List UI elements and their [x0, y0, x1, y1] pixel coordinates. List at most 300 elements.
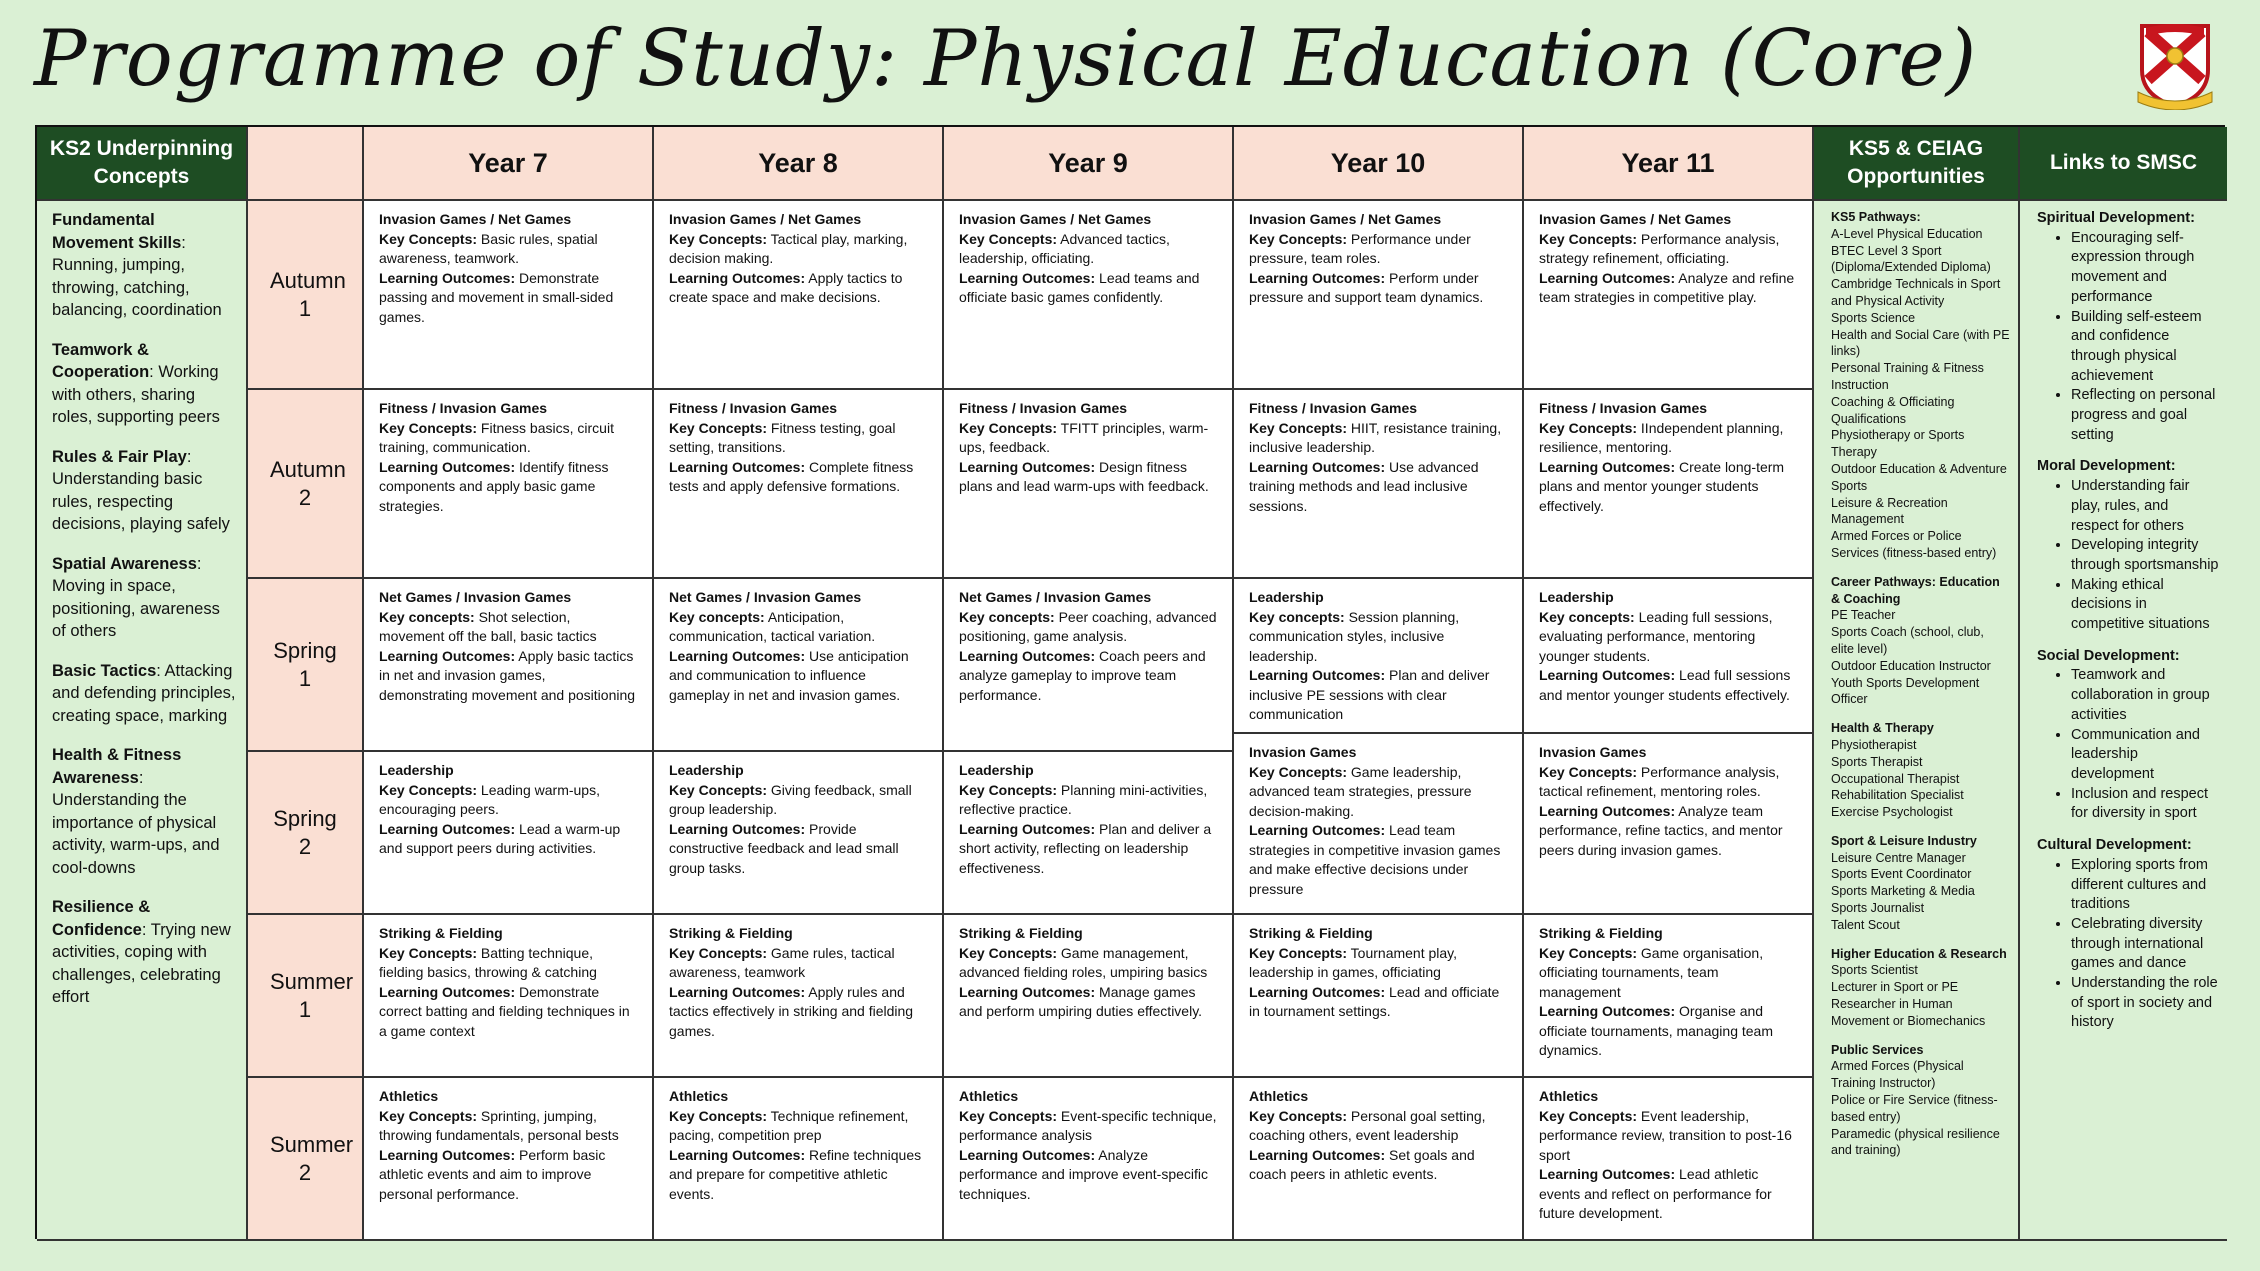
- key-concepts: [1539, 419, 1798, 458]
- ks5-group: [1831, 833, 2010, 934]
- key-concepts-text: Technique refinement, pacing, competition prep: [669, 1107, 909, 1143]
- term-label-text: Spring 2: [273, 805, 337, 859]
- key-concepts: [379, 419, 638, 458]
- learning-outcomes: [669, 983, 928, 1042]
- learning-outcomes: [1539, 1165, 1798, 1224]
- key-concepts-text: Event leadership, performance review, transition to post-16 sport: [1539, 1107, 1792, 1163]
- smsc-item: • Developing integrity through sportsmanship: [2071, 536, 2219, 575]
- key-concepts-text: Personal goal setting, coaching others, event leadership: [1249, 1107, 1486, 1143]
- key-concepts: [1539, 944, 1798, 1003]
- unit-title: Athletics: [959, 1088, 1019, 1104]
- learning-outcomes-label: Learning Outcomes:: [1249, 983, 1386, 1000]
- key-concepts: [669, 608, 928, 647]
- content-cell: [654, 1078, 944, 1241]
- ks2-concept: [52, 896, 236, 1009]
- unit-title: Invasion Games / Net Games: [379, 211, 572, 227]
- ks5-item: Occupational Therapist: [1831, 771, 1960, 786]
- key-concepts-text: Peer coaching, advanced positioning, game analysis.: [959, 608, 1217, 644]
- ks5-item: Sports Therapist: [1831, 754, 1923, 769]
- term-label-text: Spring 1: [273, 637, 337, 691]
- unit-title: Athletics: [379, 1088, 439, 1104]
- split-cell: [1234, 579, 1524, 915]
- smsc-item: • Understanding the role of sport in society and history: [2071, 974, 2219, 1033]
- ks5-item: Outdoor Education Instructor: [1831, 658, 1991, 673]
- smsc-section: [2037, 457, 2219, 634]
- smsc-item: • Encouraging self-expression through movement and performance: [2071, 229, 2219, 308]
- learning-outcomes-text: Lead full sessions and mentor younger students effectively.: [1539, 667, 1791, 703]
- learning-outcomes-text: Identify fitness components and apply basic game strategies.: [379, 458, 609, 514]
- key-concepts-text: Fitness basics, circuit training, communication.: [379, 419, 614, 455]
- learning-outcomes: [669, 647, 928, 706]
- learning-outcomes-label: Learning Outcomes:: [379, 820, 516, 837]
- ks2-concept-sep: :: [141, 920, 147, 939]
- term-label: [248, 752, 364, 915]
- key-concepts: [669, 230, 928, 269]
- key-concepts-text: Game leadership, advanced team strategies, pressure decision-making.: [1249, 763, 1472, 819]
- content-cell: [1234, 201, 1524, 390]
- term-label-text: Summer 1: [270, 968, 354, 1022]
- ks2-concept-sep: :: [196, 554, 202, 573]
- learning-outcomes-label: Learning Outcomes:: [1539, 667, 1676, 683]
- ks5-group: [1831, 209, 2010, 562]
- learning-outcomes-label: Learning Outcomes:: [1249, 458, 1386, 475]
- learning-outcomes-text: Demonstrate correct batting and fielding techniques in a game context: [379, 983, 630, 1039]
- ks5-item: Paramedic (physical resilience and training): [1831, 1126, 2000, 1158]
- learning-outcomes-label: Learning Outcomes:: [669, 458, 806, 475]
- ks5-item: Physiotherapy or Sports Therapy: [1831, 428, 1965, 460]
- unit-title: Net Games / Invasion Games: [379, 589, 572, 605]
- key-concepts-label: Key concepts:: [379, 608, 475, 625]
- key-concepts-text: Basic rules, spatial awareness, teamwork.: [379, 230, 598, 266]
- term-label: [248, 915, 364, 1078]
- key-concepts: [379, 608, 638, 647]
- key-concepts-text: Leading warm-ups, encouraging peers.: [379, 781, 600, 817]
- learning-outcomes-label: Learning Outcomes:: [1539, 1003, 1676, 1019]
- learning-outcomes-label: Learning Outcomes:: [669, 983, 806, 1000]
- unit-title: Striking & Fielding: [379, 925, 503, 941]
- ks2-concept-sep: :: [138, 768, 144, 787]
- key-concepts-label: Key Concepts:: [1539, 763, 1638, 780]
- key-concepts-text: Game organisation, officiating tournaments, team management: [1539, 944, 1764, 1000]
- ks2-concept: [52, 209, 236, 322]
- learning-outcomes-label: Learning Outcomes:: [379, 983, 516, 1000]
- content-cell: [364, 1078, 654, 1241]
- learning-outcomes-label: Learning Outcomes:: [669, 820, 806, 837]
- ks2-concept: [52, 660, 236, 728]
- key-concepts-label: Key concepts:: [1249, 608, 1345, 625]
- key-concepts-label: Key Concepts:: [669, 1107, 768, 1124]
- term-label: [248, 390, 364, 579]
- learning-outcomes-text: Analyze and refine team strategies in competitive play.: [1539, 269, 1795, 305]
- content-cell: [944, 1078, 1234, 1241]
- term-header-blank: [248, 127, 364, 201]
- ks2-concept-title: Spatial Awareness: [52, 554, 197, 573]
- smsc-section: [2037, 836, 2219, 1033]
- key-concepts-label: Key Concepts:: [379, 1107, 478, 1124]
- content-cell: [1234, 579, 1522, 734]
- year-header: Year 7: [364, 127, 654, 201]
- year-header: Year 10: [1234, 127, 1524, 201]
- unit-title: Invasion Games / Net Games: [669, 211, 862, 227]
- learning-outcomes-text: Provide constructive feedback and lead small group tasks.: [669, 820, 899, 876]
- key-concepts: [1249, 230, 1508, 269]
- key-concepts: [1539, 763, 1798, 802]
- learning-outcomes: [959, 983, 1218, 1022]
- content-cell: [1234, 390, 1524, 579]
- learning-outcomes-label: Learning Outcomes:: [1249, 1146, 1386, 1163]
- ks5-item: Sports Science: [1831, 310, 1916, 325]
- key-concepts: [1539, 230, 1798, 269]
- smsc-item: • Inclusion and respect for diversity in sport: [2071, 785, 2219, 824]
- ks2-concepts-list: [37, 201, 248, 1241]
- term-label-text: Autumn 1: [270, 267, 346, 321]
- unit-title: Fitness / Invasion Games: [1539, 400, 1708, 416]
- unit-title: Net Games / Invasion Games: [669, 589, 862, 605]
- unit-title: Invasion Games: [1249, 744, 1357, 760]
- smsc-item: • Understanding fair play, rules, and respect for others: [2071, 477, 2219, 536]
- content-cell: [654, 201, 944, 390]
- learning-outcomes-label: Learning Outcomes:: [1249, 269, 1386, 286]
- unit-title: Athletics: [1249, 1088, 1309, 1104]
- key-concepts-label: Key Concepts:: [379, 419, 478, 436]
- unit-title: Athletics: [1539, 1088, 1599, 1104]
- unit-title: Leadership: [1249, 589, 1324, 605]
- key-concepts-label: Key Concepts:: [1249, 944, 1348, 961]
- ks5-item: BTEC Level 3 Sport (Diploma/Extended Diploma): [1831, 243, 1991, 275]
- ks2-concept-sep: :: [186, 447, 192, 466]
- learning-outcomes-text: Apply tactics to create space and make decisions.: [669, 269, 903, 305]
- key-concepts-label: Key Concepts:: [1249, 763, 1348, 780]
- smsc-list: [2020, 201, 2227, 1241]
- learning-outcomes-label: Learning Outcomes:: [1539, 802, 1676, 819]
- learning-outcomes-label: Learning Outcomes:: [669, 1146, 806, 1163]
- programme-table: [35, 125, 2225, 1239]
- ks5-group-title: Public Services: [1831, 1042, 1924, 1057]
- learning-outcomes-text: Lead teams and officiate basic games confidently.: [959, 269, 1200, 305]
- ks2-concept-text: Understanding basic rules, respecting decisions, playing safely: [52, 470, 230, 533]
- learning-outcomes-text: Analyze team performance, refine tactics, and mentor peers during invasion games.: [1539, 802, 1783, 858]
- unit-title: Invasion Games / Net Games: [1539, 211, 1732, 227]
- learning-outcomes-label: Learning Outcomes:: [959, 1146, 1096, 1163]
- ks5-item: Physiotherapist: [1831, 737, 1917, 752]
- key-concepts-label: Key Concepts:: [379, 781, 478, 798]
- smsc-list-items: [2037, 856, 2219, 1033]
- unit-title: Invasion Games / Net Games: [1249, 211, 1442, 227]
- unit-title: Fitness / Invasion Games: [379, 400, 548, 416]
- content-cell: [944, 390, 1234, 579]
- learning-outcomes-label: Learning Outcomes:: [1249, 667, 1386, 683]
- unit-title: Leadership: [669, 762, 744, 778]
- learning-outcomes: [959, 820, 1218, 879]
- smsc-section: [2037, 647, 2219, 824]
- key-concepts-text: Leading full sessions, evaluating performance, mentoring younger students.: [1539, 608, 1773, 664]
- content-cell: [364, 752, 654, 915]
- year-header: Year 8: [654, 127, 944, 201]
- learning-outcomes: [379, 983, 638, 1042]
- key-concepts-label: Key Concepts:: [379, 944, 478, 961]
- smsc-item: • Reflecting on personal progress and goal setting: [2071, 386, 2219, 445]
- ks5-item: Personal Training & Fitness Instruction: [1831, 361, 1984, 392]
- key-concepts-label: Key Concepts:: [1249, 230, 1348, 247]
- key-concepts-text: IIndependent planning, resilience, mentoring.: [1539, 419, 1784, 455]
- key-concepts: [669, 1107, 928, 1146]
- key-concepts: [379, 1107, 638, 1146]
- ks2-concept-title: Rules & Fair Play: [52, 447, 187, 466]
- content-cell: [1234, 915, 1524, 1078]
- content-cell: [1524, 390, 1814, 579]
- content-cell: [364, 579, 654, 752]
- unit-title: Fitness / Invasion Games: [669, 400, 838, 416]
- smsc-item: • Communication and leadership development: [2071, 726, 2219, 785]
- learning-outcomes: [379, 458, 638, 517]
- key-concepts: [1249, 608, 1508, 667]
- unit-title: Fitness / Invasion Games: [1249, 400, 1418, 416]
- learning-outcomes-text: Plan and deliver a short activity, reflecting on leadership effectiveness.: [959, 820, 1212, 876]
- key-concepts-label: Key Concepts:: [669, 230, 768, 247]
- key-concepts-label: Key Concepts:: [1249, 1107, 1348, 1124]
- learning-outcomes-label: Learning Outcomes:: [1249, 822, 1386, 838]
- content-cell: [364, 201, 654, 390]
- key-concepts: [959, 608, 1218, 647]
- content-cell: [1524, 734, 1812, 913]
- learning-outcomes: [669, 1146, 928, 1205]
- key-concepts-text: Shot selection, movement off the ball, basic tactics: [379, 608, 597, 644]
- smsc-header: Links to SMSC: [2020, 127, 2227, 201]
- content-cell: [1524, 579, 1812, 734]
- learning-outcomes-label: Learning Outcomes:: [959, 269, 1096, 286]
- ks2-concept-title: Health & Fitness Awareness: [52, 746, 182, 787]
- key-concepts-text: Performance analysis, tactical refinement, mentoring roles.: [1539, 763, 1780, 799]
- ks5-item: Health and Social Care (with PE links): [1831, 327, 2010, 359]
- ks5-item: Outdoor Education & Adventure Sports: [1831, 461, 2007, 493]
- ks2-concept-text: Working with others, sharing roles, supporting peers: [52, 363, 220, 426]
- key-concepts: [669, 419, 928, 458]
- ks5-item: Armed Forces (Physical Training Instructor): [1831, 1059, 1964, 1091]
- learning-outcomes-text: Apply rules and tactics effectively in striking and fielding games.: [669, 983, 914, 1039]
- term-label-text: Summer 2: [270, 1131, 354, 1185]
- key-concepts-text: Planning mini-activities, reflective practice.: [959, 781, 1208, 817]
- ks5-item: Cambridge Technicals in Sport and Physical Activity: [1831, 277, 2001, 308]
- smsc-item: • Celebrating diversity through international games and dance: [2071, 915, 2219, 974]
- term-label-text: Autumn 2: [270, 456, 346, 510]
- ks2-concept-sep: :: [156, 661, 161, 680]
- learning-outcomes-text: Plan and deliver inclusive PE sessions with clear communication: [1249, 667, 1490, 722]
- learning-outcomes: [959, 647, 1218, 706]
- learning-outcomes-text: Organise and officiate tournaments, managing team dynamics.: [1539, 1003, 1773, 1058]
- ks2-concept-title: Teamwork & Cooperation: [52, 340, 150, 381]
- key-concepts: [959, 419, 1218, 458]
- ks5-group-title: Health & Therapy: [1831, 721, 1934, 736]
- learning-outcomes-text: Coach peers and analyze gameplay to improve team performance.: [959, 647, 1206, 703]
- ks2-concept: [52, 744, 236, 879]
- learning-outcomes-text: Perform under pressure and support team dynamics.: [1249, 269, 1484, 305]
- key-concepts: [1249, 1107, 1508, 1146]
- ks2-concept-text: Running, jumping, throwing, catching, balancing, coordination: [52, 256, 222, 319]
- key-concepts-label: Key Concepts:: [379, 230, 478, 247]
- ks5-header: KS5 & CEIAG Opportunities: [1814, 127, 2020, 201]
- year-header: Year 9: [944, 127, 1234, 201]
- ks2-concept-sep: :: [181, 233, 186, 252]
- key-concepts: [959, 781, 1218, 820]
- learning-outcomes: [669, 458, 928, 497]
- unit-title: Striking & Fielding: [1539, 925, 1663, 941]
- smsc-item: • Making ethical decisions in competitive situations: [2071, 576, 2219, 635]
- learning-outcomes: [959, 269, 1218, 308]
- ks2-concept: [52, 446, 236, 536]
- key-concepts-text: HIIT, resistance training, inclusive leadership.: [1249, 419, 1502, 455]
- key-concepts-text: Session planning, communication styles, inclusive leadership.: [1249, 608, 1460, 664]
- key-concepts: [959, 944, 1218, 983]
- key-concepts: [379, 944, 638, 983]
- ks5-item: Sports Journalist: [1831, 901, 1925, 916]
- learning-outcomes-text: Apply basic tactics in net and invasion games, demonstrating movement and positioning: [379, 647, 636, 703]
- ks5-item: Rehabilitation Specialist: [1831, 788, 1964, 803]
- content-cell: [1524, 201, 1814, 390]
- key-concepts-label: Key Concepts:: [1539, 944, 1638, 961]
- ks5-item: Sports Scientist: [1831, 963, 1918, 978]
- ks2-concept-title: Fundamental Movement Skills: [52, 211, 182, 252]
- key-concepts: [669, 944, 928, 983]
- key-concepts: [1249, 944, 1508, 983]
- key-concepts: [1249, 763, 1508, 822]
- ks2-concept: [52, 339, 236, 429]
- learning-outcomes-label: Learning Outcomes:: [959, 820, 1096, 837]
- learning-outcomes-text: Complete fitness tests and apply defensive formations.: [669, 458, 914, 494]
- learning-outcomes-text: Create long-term plans and mentor younger students effectively.: [1539, 458, 1785, 514]
- key-concepts-label: Key Concepts:: [1249, 419, 1348, 436]
- learning-outcomes-label: Learning Outcomes:: [379, 269, 516, 286]
- content-cell: [944, 579, 1234, 752]
- ks5-group: [1831, 1042, 2010, 1160]
- key-concepts: [1539, 1107, 1798, 1166]
- ks5-item: Coaching & Officiating Qualifications: [1831, 394, 1955, 426]
- key-concepts-text: Advanced tactics, leadership, officiating.: [959, 230, 1170, 266]
- key-concepts-label: Key Concepts:: [1539, 419, 1638, 436]
- unit-title: Leadership: [379, 762, 454, 778]
- learning-outcomes-label: Learning Outcomes:: [379, 647, 516, 664]
- key-concepts-label: Key concepts:: [1539, 608, 1635, 625]
- learning-outcomes-text: Lead a warm-up and support peers during activities.: [379, 820, 621, 856]
- learning-outcomes-label: Learning Outcomes:: [1539, 1166, 1676, 1182]
- key-concepts-label: Key Concepts:: [959, 230, 1058, 247]
- key-concepts: [1249, 419, 1508, 458]
- unit-title: Striking & Fielding: [1249, 925, 1373, 941]
- smsc-section-title: Moral Development:: [2037, 458, 2176, 475]
- content-cell: [1524, 915, 1814, 1078]
- learning-outcomes: [1539, 1002, 1798, 1061]
- smsc-item: • Building self-esteem and confidence through physical achievement: [2071, 308, 2219, 387]
- smsc-item: • Exploring sports from different cultures and traditions: [2071, 856, 2219, 915]
- key-concepts-text: Performance analysis, strategy refinement, officiating.: [1539, 230, 1780, 266]
- key-concepts-text: Anticipation, communication, tactical variation.: [669, 608, 876, 644]
- key-concepts-text: TFITT principles, warm-ups, feedback.: [959, 419, 1209, 455]
- unit-title: Leadership: [1539, 589, 1614, 605]
- ks2-concept-title: Resilience & Confidence: [52, 898, 151, 939]
- unit-title: Invasion Games / Net Games: [959, 211, 1152, 227]
- learning-outcomes-label: Learning Outcomes:: [379, 1146, 516, 1163]
- content-cell: [364, 390, 654, 579]
- learning-outcomes-text: Use advanced training methods and lead inclusive sessions.: [1249, 458, 1479, 514]
- learning-outcomes-text: Lead and officiate in tournament settings.: [1249, 983, 1500, 1019]
- learning-outcomes-text: Analyze performance and improve event-specific techniques.: [959, 1146, 1209, 1202]
- ks5-group-title: Higher Education & Research: [1831, 946, 2007, 961]
- ks2-concept: [52, 553, 236, 643]
- learning-outcomes-label: Learning Outcomes:: [1539, 269, 1676, 286]
- ks2-concept-sep: :: [149, 363, 154, 381]
- page-title: Programme of Study: Physical Education (Core): [34, 14, 1978, 104]
- learning-outcomes-text: Design fitness plans and lead warm-ups with feedback.: [959, 458, 1209, 494]
- learning-outcomes: [1539, 269, 1798, 308]
- ks5-item: Sports Marketing & Media: [1831, 884, 1975, 899]
- key-concepts-label: Key Concepts:: [959, 1107, 1058, 1124]
- key-concepts-label: Key Concepts:: [1539, 1107, 1638, 1124]
- ks5-item: PE Teacher: [1831, 608, 1896, 623]
- key-concepts-text: Giving feedback, small group leadership.: [669, 781, 912, 817]
- unit-title: Athletics: [669, 1088, 729, 1104]
- learning-outcomes: [669, 820, 928, 879]
- learning-outcomes-label: Learning Outcomes:: [959, 983, 1096, 1000]
- ks2-concept-text: Trying new activities, coping with challenges, celebrating effort: [52, 920, 231, 1006]
- key-concepts-text: Game management, advanced fielding roles, umpiring basics: [959, 944, 1208, 980]
- key-concepts-text: Sprinting, jumping, throwing fundamentals, personal bests: [379, 1107, 619, 1143]
- key-concepts-label: Key Concepts:: [959, 781, 1058, 798]
- unit-title: Striking & Fielding: [669, 925, 793, 941]
- learning-outcomes-text: Demonstrate passing and movement in small-sided games.: [379, 269, 614, 325]
- smsc-section: [2037, 209, 2219, 445]
- ks5-item: Sports Coach (school, club, elite level): [1831, 625, 1984, 656]
- learning-outcomes-text: Use anticipation and communication to influence gameplay in net and invasion games.: [669, 647, 909, 703]
- content-cell: [944, 201, 1234, 390]
- ks5-item: Exercise Psychologist: [1831, 805, 1953, 820]
- smsc-section-title: Spiritual Development:: [2037, 210, 2195, 226]
- learning-outcomes: [1249, 821, 1508, 899]
- term-label: [248, 579, 364, 752]
- smsc-list-items: [2037, 666, 2219, 824]
- learning-outcomes: [1539, 666, 1798, 705]
- key-concepts-label: Key Concepts:: [1539, 230, 1638, 247]
- smsc-section-title: Social Development:: [2037, 647, 2180, 664]
- learning-outcomes-label: Learning Outcomes:: [959, 647, 1096, 664]
- year-header: Year 11: [1524, 127, 1814, 201]
- learning-outcomes: [1539, 802, 1798, 861]
- learning-outcomes-label: Learning Outcomes:: [959, 458, 1096, 475]
- unit-title: Fitness / Invasion Games: [959, 400, 1128, 416]
- learning-outcomes-text: Perform basic athletic events and aim to improve personal performance.: [379, 1146, 606, 1202]
- learning-outcomes: [959, 1146, 1218, 1205]
- key-concepts-text: Game rules, tactical awareness, teamwork: [669, 944, 895, 980]
- ks5-group: [1831, 720, 2010, 821]
- ks5-group: [1831, 574, 2010, 708]
- key-concepts: [669, 781, 928, 820]
- key-concepts-label: Key Concepts:: [669, 944, 768, 961]
- key-concepts-text: Batting technique, fielding basics, throwing & catching: [379, 944, 597, 980]
- ks2-concept-title: Basic Tactics: [52, 661, 157, 680]
- key-concepts-text: Performance under pressure, team roles.: [1249, 230, 1471, 266]
- key-concepts-label: Key concepts:: [669, 608, 765, 625]
- learning-outcomes: [1249, 269, 1508, 308]
- ks5-item: Sports Event Coordinator: [1831, 867, 1972, 882]
- learning-outcomes: [379, 647, 638, 706]
- learning-outcomes: [379, 269, 638, 328]
- ks5-item: Police or Fire Service (fitness-based entry): [1831, 1093, 1998, 1124]
- learning-outcomes: [1249, 666, 1508, 725]
- learning-outcomes-label: Learning Outcomes:: [379, 458, 516, 475]
- ks5-item: A-Level Physical Education: [1831, 226, 1983, 241]
- learning-outcomes: [379, 1146, 638, 1205]
- ks2-concept-text: Moving in space, positioning, awareness of others: [52, 577, 220, 640]
- learning-outcomes-label: Learning Outcomes:: [669, 269, 806, 286]
- ks5-item: Talent Scout: [1831, 917, 1900, 932]
